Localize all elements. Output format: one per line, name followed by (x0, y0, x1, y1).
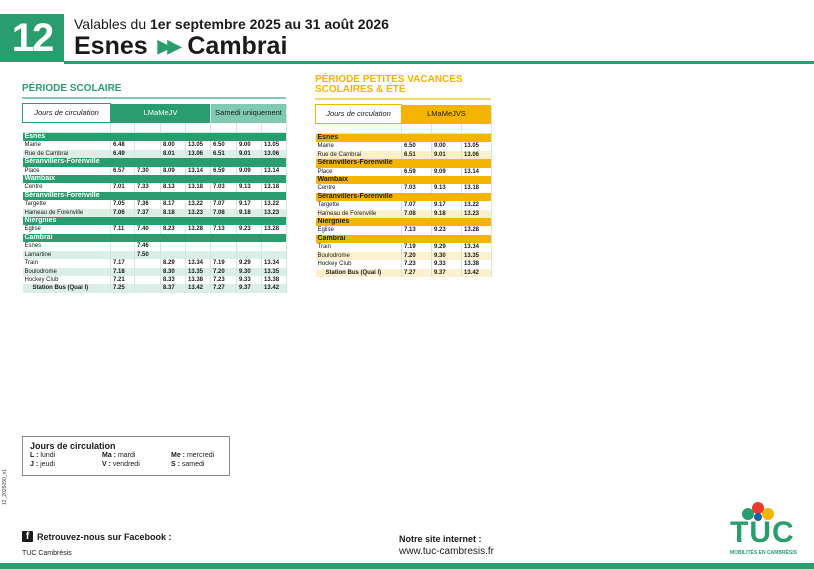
stop-name: Hockey Club (316, 260, 402, 268)
stop-name: Hockey Club (23, 276, 111, 284)
departure-time: 7.05 (111, 200, 135, 208)
departure-time: 7.06 (111, 209, 135, 217)
departure-time: 7.23 (402, 260, 432, 268)
departure-time: 7.46 (135, 242, 161, 250)
departure-time (262, 251, 287, 259)
departure-time: 7.19 (402, 243, 432, 251)
departure-time (237, 242, 262, 250)
stop-row (316, 269, 492, 277)
departure-time: 9.37 (432, 269, 462, 277)
departure-time: 13.14 (262, 167, 287, 175)
stop-name: Eglise (23, 225, 111, 233)
commune-header-row (316, 235, 492, 243)
departure-time: 8.33 (161, 276, 186, 284)
departure-time: 7.17 (111, 259, 135, 267)
footer-band (0, 563, 814, 569)
commune-header-row (23, 158, 287, 166)
departure-time: 13.35 (462, 252, 492, 260)
departure-time: 13.06 (462, 151, 492, 159)
departure-time: 9.00 (237, 141, 262, 149)
departure-time (135, 150, 161, 158)
departure-time: 9.23 (432, 226, 462, 234)
stop-name: Rue de Cambrai (23, 150, 111, 158)
commune-header-row (316, 159, 492, 167)
departure-time: 9.33 (432, 260, 462, 268)
departure-time: 7.20 (402, 252, 432, 260)
stop-name: Centre (316, 184, 402, 192)
departure-time: 13.18 (462, 184, 492, 192)
departure-time: 9.29 (237, 259, 262, 267)
stop-name: Station Bus (Quai I) (23, 284, 111, 292)
departure-time: 6.59 (402, 168, 432, 176)
commune-header-row (316, 134, 492, 143)
departure-time (186, 242, 211, 250)
stop-name: Esnes (23, 242, 111, 250)
commune-name: Niergnies (23, 217, 287, 225)
facebook-callout (22, 531, 172, 542)
departure-time: 13.18 (262, 183, 287, 191)
departure-time: 6.51 (211, 150, 237, 158)
departure-time: 8.37 (161, 284, 186, 292)
departure-time (135, 284, 161, 292)
legend-item: Me : mercredi (171, 452, 215, 459)
departure-time: 7.50 (135, 251, 161, 259)
departure-time: 13.22 (262, 200, 287, 208)
vacances-section (315, 75, 492, 277)
stop-row (23, 242, 287, 250)
origin-name: Esnes (74, 32, 148, 60)
stop-name: Mairie (316, 142, 402, 150)
stop-name: Eglise (316, 226, 402, 234)
departure-time: 7.37 (135, 209, 161, 217)
departure-time: 9.18 (432, 210, 462, 218)
commune-header-row (23, 192, 287, 200)
commune-name: Séranvillers-Forenville (23, 192, 287, 200)
departure-time (186, 251, 211, 259)
stop-row (316, 142, 492, 150)
departure-time: 13.34 (262, 259, 287, 267)
scolaire-section (22, 84, 287, 293)
departure-time: 7.07 (402, 201, 432, 209)
departure-time: 7.03 (211, 183, 237, 191)
departure-time: 9.01 (432, 151, 462, 159)
commune-header-row (23, 175, 287, 183)
departure-time: 13.38 (262, 276, 287, 284)
departure-time: 8.29 (161, 259, 186, 267)
document-code: 12_2025090_v1 (2, 469, 8, 505)
departure-time: 7.13 (211, 225, 237, 233)
departure-time: 6.51 (402, 151, 432, 159)
stop-name: Boulodrome (23, 268, 111, 276)
departure-time: 7.36 (135, 200, 161, 208)
circulation-label: Jours de circulation (23, 104, 111, 123)
stop-name: Hameau de Forenville (316, 210, 402, 218)
commune-header-row (316, 176, 492, 184)
circulation-label: Jours de circulation (316, 105, 402, 124)
departure-time: 9.09 (237, 167, 262, 175)
commune-header-row (23, 234, 287, 242)
departure-time: 13.42 (262, 284, 287, 292)
stop-row (23, 209, 287, 217)
spacer-row (23, 123, 287, 133)
departure-time: 13.42 (186, 284, 211, 292)
departure-time: 7.23 (211, 276, 237, 284)
scolaire-title-underline (22, 97, 286, 99)
departure-time (135, 141, 161, 149)
stop-name: Station Bus (Quai I) (316, 269, 402, 277)
departure-time: 9.33 (237, 276, 262, 284)
commune-header-row (23, 217, 287, 225)
departure-time: 9.17 (432, 201, 462, 209)
days-main-header: LMaMeJVS (402, 105, 492, 124)
departure-time: 13.35 (186, 268, 211, 276)
stop-name: Targette (23, 200, 111, 208)
departure-time: 7.18 (111, 268, 135, 276)
departure-time: 13.38 (186, 276, 211, 284)
departure-time (111, 251, 135, 259)
stop-name: Train (23, 259, 111, 267)
departure-time: 6.50 (211, 141, 237, 149)
departure-time: 7.25 (111, 284, 135, 292)
departure-time: 13.23 (186, 209, 211, 217)
facebook-icon: f (22, 531, 33, 542)
legend-title: Jours de circulation (30, 441, 116, 451)
stop-row (316, 210, 492, 218)
departure-time: 7.08 (211, 209, 237, 217)
stop-name: Centre (23, 183, 111, 191)
departure-time: 13.42 (462, 269, 492, 277)
departure-time: 8.09 (161, 167, 186, 175)
departure-time: 8.23 (161, 225, 186, 233)
departure-time: 9.30 (237, 268, 262, 276)
departure-time: 8.13 (161, 183, 186, 191)
departure-time: 7.27 (211, 284, 237, 292)
stop-row (23, 259, 287, 267)
commune-name: Séranvillers-Forenville (316, 193, 492, 201)
commune-header-row (316, 193, 492, 201)
departure-time: 13.22 (462, 201, 492, 209)
days-saturday-header: Samedi uniquement (211, 104, 287, 123)
departure-time: 7.13 (402, 226, 432, 234)
departure-time: 7.40 (135, 225, 161, 233)
departure-time: 7.27 (402, 269, 432, 277)
facebook-page-name: TUC Cambrésis (22, 550, 72, 557)
header-divider (64, 61, 814, 64)
departure-time (135, 259, 161, 267)
legend-item: J : jeudi (30, 461, 55, 468)
tuc-logo-tagline: MOBILITÉS EN CAMBRÉSIS (730, 550, 797, 556)
departure-time: 8.18 (161, 209, 186, 217)
departure-time: 8.00 (161, 141, 186, 149)
departure-time: 9.01 (237, 150, 262, 158)
legend-item: S : samedi (171, 461, 205, 468)
commune-header-row (316, 218, 492, 226)
tuc-logo: TUC (730, 516, 795, 549)
vacances-title-2: SCOLAIRES & ÉTÉ (315, 84, 406, 95)
departure-time (237, 251, 262, 259)
stop-name: Mairie (23, 141, 111, 149)
stop-row (316, 260, 492, 268)
departure-time: 13.22 (186, 200, 211, 208)
stop-row (23, 284, 287, 292)
direction-arrow-icon: ▶▶ (157, 36, 178, 56)
commune-name: Wambaix (23, 175, 287, 183)
stop-row (316, 252, 492, 260)
stop-row (23, 150, 287, 158)
departure-time (211, 251, 237, 259)
departure-time: 13.23 (262, 209, 287, 217)
departure-time: 7.11 (111, 225, 135, 233)
departure-time: 9.37 (237, 284, 262, 292)
website-title: Notre site internet : (399, 534, 482, 544)
stop-name: Place (23, 167, 111, 175)
departure-time (211, 242, 237, 250)
departure-time: 6.48 (111, 141, 135, 149)
days-legend (22, 436, 230, 476)
commune-name: Cambrai (23, 234, 287, 242)
departure-time (161, 251, 186, 259)
departure-time: 13.05 (186, 141, 211, 149)
departure-time (135, 276, 161, 284)
vacances-title-underline (315, 98, 491, 100)
stop-name: Lamartine (23, 251, 111, 259)
departure-time: 7.20 (211, 268, 237, 276)
departure-time: 9.13 (432, 184, 462, 192)
departure-time: 13.14 (462, 168, 492, 176)
departure-time: 13.28 (262, 225, 287, 233)
commune-name: Wambaix (316, 176, 492, 184)
departure-time: 13.06 (262, 150, 287, 158)
departure-time: 13.18 (186, 183, 211, 191)
departure-time: 6.59 (211, 167, 237, 175)
stop-row (23, 251, 287, 259)
departure-time (135, 268, 161, 276)
spacer-row (316, 124, 492, 134)
departure-time: 9.23 (237, 225, 262, 233)
stop-name: Targette (316, 201, 402, 209)
departure-time: 7.07 (211, 200, 237, 208)
scolaire-title: PÉRIODE SCOLAIRE (22, 83, 122, 94)
departure-time (161, 242, 186, 250)
departure-time: 7.19 (211, 259, 237, 267)
commune-header-row (23, 133, 287, 142)
departure-time: 13.28 (186, 225, 211, 233)
stop-row (23, 167, 287, 175)
commune-name: Niergnies (316, 218, 492, 226)
website-url[interactable]: www.tuc-cambresis.fr (399, 546, 495, 557)
departure-time: 7.21 (111, 276, 135, 284)
departure-time: 9.00 (432, 142, 462, 150)
facebook-text: Retrouvez-nous sur Facebook : (37, 531, 172, 542)
legend-item: V : vendredi (102, 461, 140, 468)
departure-time: 9.29 (432, 243, 462, 251)
departure-time: 7.01 (111, 183, 135, 191)
stop-name: Train (316, 243, 402, 251)
departure-time: 6.57 (111, 167, 135, 175)
commune-name: Séranvillers-Forenville (23, 158, 287, 166)
stop-name: Hameau de Forenville (23, 209, 111, 217)
vacances-timetable (315, 104, 492, 277)
commune-name: Séranvillers-Forenville (316, 159, 492, 167)
departure-time: 13.38 (462, 260, 492, 268)
stop-row (316, 226, 492, 234)
legend-item: L : lundi (30, 452, 56, 459)
line-number-badge: 12 (0, 14, 64, 62)
legend-item: Ma : mardi (102, 452, 136, 459)
departure-time: 8.30 (161, 268, 186, 276)
stop-row (316, 168, 492, 176)
commune-name: Esnes (23, 133, 287, 142)
departure-time: 9.09 (432, 168, 462, 176)
departure-time: 9.13 (237, 183, 262, 191)
stop-row (23, 268, 287, 276)
departure-time: 13.34 (462, 243, 492, 251)
departure-time: 13.28 (462, 226, 492, 234)
validity-text: Valables du 1er septembre 2025 au 31 août 2026 (74, 16, 389, 32)
departure-time (262, 242, 287, 250)
stop-row (316, 201, 492, 209)
departure-time: 6.50 (402, 142, 432, 150)
route-title (74, 32, 287, 61)
departure-time: 7.03 (402, 184, 432, 192)
stop-row (316, 184, 492, 192)
departure-time: 9.18 (237, 209, 262, 217)
stop-row (23, 141, 287, 149)
days-main-header: LMaMeJV (111, 104, 211, 123)
departure-time: 7.33 (135, 183, 161, 191)
stop-row (23, 276, 287, 284)
destination-name: Cambrai (187, 32, 288, 60)
stop-row (316, 151, 492, 159)
departure-time: 13.23 (462, 210, 492, 218)
stop-row (23, 225, 287, 233)
commune-name: Esnes (316, 134, 492, 143)
departure-time: 8.17 (161, 200, 186, 208)
departure-time: 9.30 (432, 252, 462, 260)
departure-time: 13.34 (186, 259, 211, 267)
stop-row (23, 200, 287, 208)
departure-time: 13.14 (186, 167, 211, 175)
stop-name: Rue de Cambrai (316, 151, 402, 159)
departure-time (111, 242, 135, 250)
scolaire-timetable (22, 103, 287, 293)
stop-row (23, 183, 287, 191)
departure-time: 7.08 (402, 210, 432, 218)
departure-time: 9.17 (237, 200, 262, 208)
departure-time: 13.05 (462, 142, 492, 150)
departure-time: 13.06 (186, 150, 211, 158)
stop-name: Boulodrome (316, 252, 402, 260)
departure-time: 8.01 (161, 150, 186, 158)
stop-name: Place (316, 168, 402, 176)
commune-name: Cambrai (316, 235, 492, 243)
departure-time: 7.30 (135, 167, 161, 175)
departure-time: 6.49 (111, 150, 135, 158)
vacances-title-1: PÉRIODE PETITES VACANCES (315, 74, 463, 85)
stop-row (316, 243, 492, 251)
departure-time: 13.05 (262, 141, 287, 149)
departure-time: 13.35 (262, 268, 287, 276)
